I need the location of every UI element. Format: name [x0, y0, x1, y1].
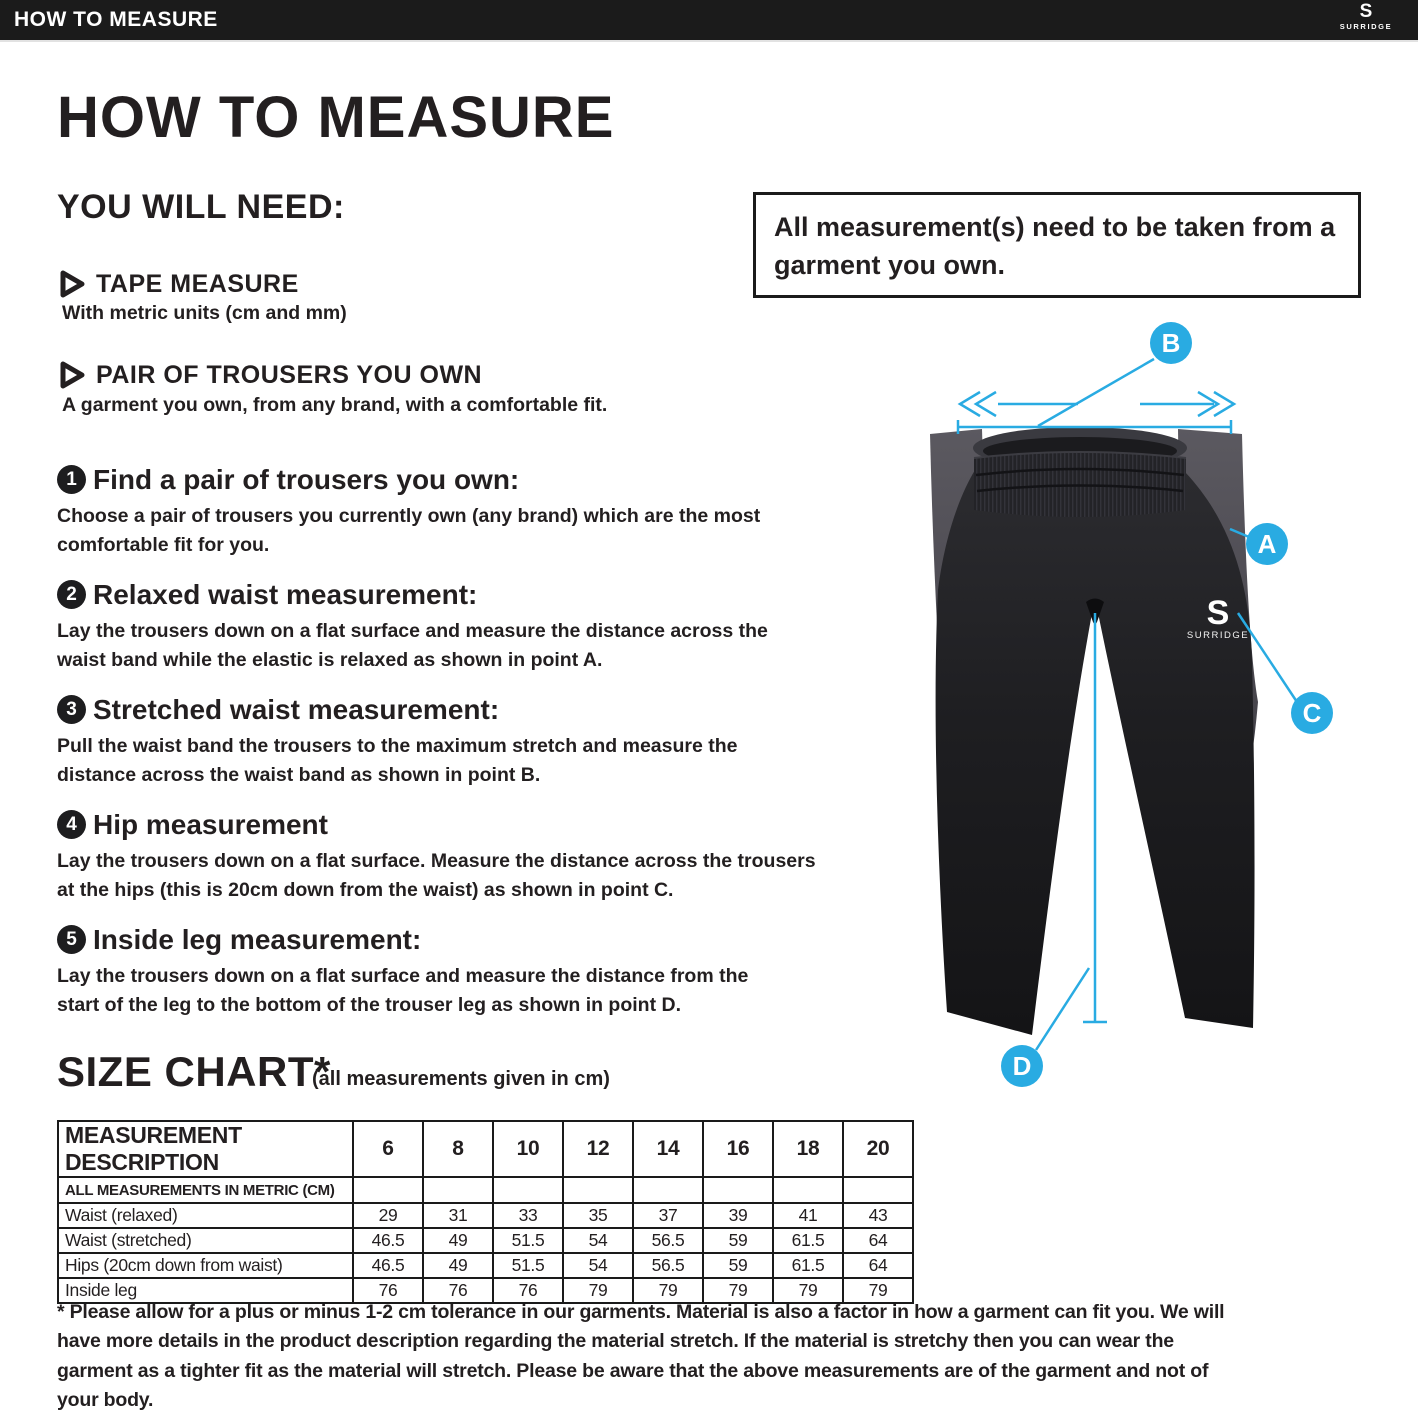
stretch-arrows [960, 392, 1234, 416]
row-label: Inside leg [58, 1278, 353, 1303]
cell: 46.5 [353, 1253, 423, 1278]
row-label: Hips (20cm down from waist) [58, 1253, 353, 1278]
table-header-row [58, 1121, 913, 1177]
tolerance-disclaimer: * Please allow for a plus or minus 1-2 cm tolerance in our garments. Material is also a factor in how a garment can fit you. We will have more details in the product description regarding the material stretch. If the material is stretchy then you can wear the garment as a tighter fit as the material will stretch. Please be aware that the above measurements are of the garment and not of your body. [57, 1301, 1225, 1411]
row-label: Waist (stretched) [58, 1228, 353, 1253]
cell: 76 [423, 1278, 493, 1303]
step-title: Hip measurement [93, 809, 328, 840]
step-title: Relaxed waist measurement: [93, 579, 478, 610]
step-body: Lay the trousers down on a flat surface and measure the distance from the start of the leg to the bottom of the trouser leg as shown in point D. [57, 965, 749, 1016]
step-title: Find a pair of trousers you own: [93, 464, 520, 495]
step-number-badge: 2 [57, 580, 86, 609]
cell: 64 [843, 1253, 913, 1278]
column-header: 8 [423, 1121, 493, 1177]
cell: 64 [843, 1228, 913, 1253]
row-label: Waist (relaxed) [58, 1203, 353, 1228]
size-chart-heading: SIZE CHART* [57, 1048, 331, 1095]
need-item-description: A garment you own, from any brand, with a comfortable fit. [62, 394, 608, 416]
cell: 76 [353, 1278, 423, 1303]
cell: 35 [563, 1203, 633, 1228]
column-header: 12 [563, 1121, 633, 1177]
step-body: Lay the trousers down on a flat surface and measure the distance across the waist band while the elastic is relaxed as shown in point A. [57, 620, 768, 671]
step-number-badge: 1 [57, 465, 86, 494]
cell: 49 [423, 1228, 493, 1253]
cell: 79 [703, 1278, 773, 1303]
step-body: Pull the waist band the trousers to the maximum stretch and measure the distance across the waist band as shown in point B. [57, 735, 738, 786]
triangle-bullet-icon [57, 360, 87, 390]
cell: 31 [423, 1203, 493, 1228]
cell: 61.5 [773, 1253, 843, 1278]
step-body: Choose a pair of trousers you currently own (any brand) which are the most comfortable fit for you. [57, 505, 761, 556]
you-will-need-heading: YOU WILL NEED: [57, 188, 345, 226]
step-number-badge: 3 [57, 695, 86, 724]
column-header: 10 [493, 1121, 563, 1177]
table-row [58, 1253, 913, 1278]
size-chart-subtitle: (all measurements given in cm) [312, 1068, 610, 1090]
table-note-row [58, 1177, 913, 1203]
column-header: 18 [773, 1121, 843, 1177]
column-header: 14 [633, 1121, 703, 1177]
label-c-text: C [1302, 698, 1322, 728]
cell: 51.5 [493, 1228, 563, 1253]
step-title: Inside leg measurement: [93, 924, 422, 955]
step-number-badge: 5 [57, 925, 86, 954]
cell: 39 [703, 1203, 773, 1228]
surridge-wordmark: SURRIDGE [1339, 22, 1393, 31]
cell: 59 [703, 1228, 773, 1253]
column-header: 16 [703, 1121, 773, 1177]
cell: 33 [493, 1203, 563, 1228]
column-header: MEASUREMENT DESCRIPTION [58, 1121, 353, 1177]
need-item-label: PAIR OF TROUSERS YOU OWN [96, 361, 483, 389]
top-bar [0, 0, 1418, 42]
surridge-logo [1326, 2, 1406, 32]
cell: 79 [773, 1278, 843, 1303]
cell: 51.5 [493, 1253, 563, 1278]
trouser-measurement-diagram [890, 310, 1370, 1110]
cell: 49 [423, 1253, 493, 1278]
cell: 59 [703, 1253, 773, 1278]
garment-s-icon: S [1206, 594, 1230, 632]
label-b-text: B [1161, 328, 1181, 358]
surridge-s-icon: S [1359, 1, 1373, 22]
cell: 56.5 [633, 1228, 703, 1253]
cell: 79 [633, 1278, 703, 1303]
cell: 46.5 [353, 1228, 423, 1253]
step-title: Stretched waist measurement: [93, 694, 500, 725]
cell: 79 [563, 1278, 633, 1303]
cell: 61.5 [773, 1228, 843, 1253]
table-row [58, 1203, 913, 1228]
triangle-bullet-icon [57, 269, 87, 299]
waistband [974, 452, 1186, 517]
table-note: ALL MEASUREMENTS IN METRIC (CM) [58, 1177, 353, 1203]
trouser-figure [890, 310, 1370, 1110]
cell: 43 [843, 1203, 913, 1228]
inseam-measure-line [1083, 613, 1107, 1022]
cell: 56.5 [633, 1253, 703, 1278]
column-header: 6 [353, 1121, 423, 1177]
cell: 41 [773, 1203, 843, 1228]
cell: 76 [493, 1278, 563, 1303]
need-item-label: TAPE MEASURE [96, 270, 299, 298]
label-b-connector [1038, 359, 1154, 426]
need-item-description: With metric units (cm and mm) [62, 302, 347, 324]
cell: 37 [633, 1203, 703, 1228]
callout-box: All measurement(s) need to be taken from a garment you own. [753, 192, 1361, 298]
table-row [58, 1228, 913, 1253]
cell: 29 [353, 1203, 423, 1228]
page-title: HOW TO MEASURE [57, 85, 615, 150]
garment-wordmark: SURRIDGE [1186, 630, 1250, 641]
cell: 54 [563, 1228, 633, 1253]
step-body: Lay the trousers down on a flat surface. Measure the distance across the trousers at the hips (this is 20cm down from the waist) as shown in point C. [57, 850, 816, 901]
top-bar-title: HOW TO MEASURE [14, 8, 218, 31]
cell: 54 [563, 1253, 633, 1278]
size-chart-table [57, 1120, 914, 1304]
column-header: 20 [843, 1121, 913, 1177]
cell: 79 [843, 1278, 913, 1303]
step-number-badge: 4 [57, 810, 86, 839]
label-d-text: D [1012, 1051, 1032, 1081]
label-a-text: A [1257, 529, 1277, 559]
label-d-connector [1036, 968, 1089, 1050]
